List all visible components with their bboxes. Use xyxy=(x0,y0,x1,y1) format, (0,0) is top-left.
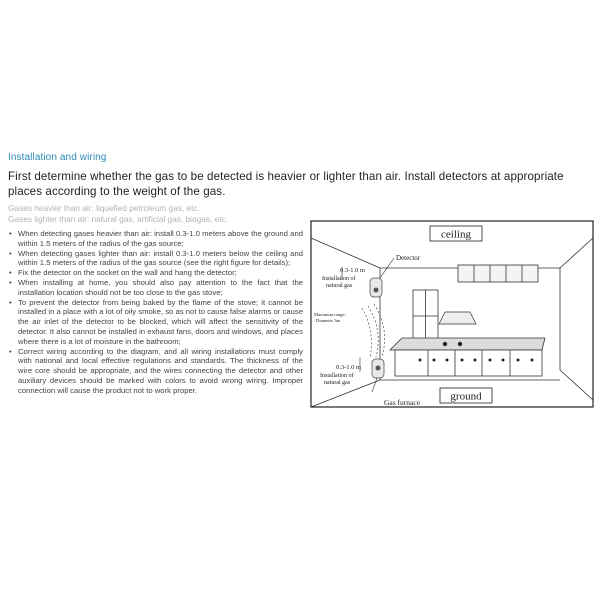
bottom-distance-label: 0.3-1.0 m xyxy=(336,364,362,371)
top-installation-label-2: natural gas xyxy=(326,283,353,289)
list-item: • Correct wiring according to the diagram, and all wiring installations must comply with national and local effective regulations and standards. The thickness of the wire core should be appropriate, and the wires connecting the detector and other auxiliary devices should be marked with colors to avoid wrong wiring. Improper connection will cause the product not to work proper. xyxy=(7,347,303,396)
kitchen-counter xyxy=(390,338,545,376)
ceiling-label: ceiling xyxy=(441,228,471,241)
instruction-list xyxy=(7,229,303,396)
range-hood xyxy=(439,312,476,324)
ground-label: ground xyxy=(450,390,482,403)
gas-types xyxy=(8,203,308,224)
max-range-label: Maximum range: xyxy=(314,312,346,317)
page-heading: First determine whether the gas to be detected is heavier or lighter than air. Install detectors at appropriate places according to the weight of the gas. xyxy=(8,170,564,198)
list-item: • Fix the detector on the socket on the wall and hang the detector; xyxy=(7,268,303,278)
top-installation-label: Installation of xyxy=(322,276,356,282)
detector-label: Detector xyxy=(396,254,421,262)
section-title: Installation and wiring xyxy=(8,152,107,163)
upper-cabinets xyxy=(458,265,538,282)
installation-diagram xyxy=(310,220,595,410)
detector-bottom xyxy=(372,359,384,378)
bottom-installation-label-2: natural gas xyxy=(324,380,351,386)
gas-heavier-note: Gases heavier than air: liquefied petroleum gas, etc. xyxy=(8,203,200,213)
detector-top xyxy=(370,278,382,297)
gas-furnace-label: Gas furnace xyxy=(384,398,421,407)
bottom-installation-label: Installation of xyxy=(320,373,354,379)
refrigerator xyxy=(413,290,438,342)
list-item: • When detecting gases heavier than air: install 0.3-1.0 meters above the ground and within 1.5 meters of the radius of the gas source; xyxy=(7,229,303,249)
gas-lighter-note: Gases lighter than air: natural gas, artificial gas, biogas, etc. xyxy=(8,213,228,224)
diameter-label: Diameter 3m xyxy=(316,318,341,323)
list-item: • When detecting gases lighter than air: install 0.3-1.0 meters below the ceiling and within 1.5 meters of the radius of the gas source (see the right figure for details); xyxy=(7,249,303,269)
top-distance-label: 0.3-1.0 m xyxy=(340,267,366,274)
list-item: • To prevent the detector from being baked by the flame of the stove; it cannot be installed in a place with a lot of oily smoke, so as not to cause false alarms or cause the air inlet of the detector to be blocked, which will affect the sensitivity of the detector. It also cannot be installed in exhaust fans, doors and windows, and places where there is a lot of moisture in the bathroom; xyxy=(7,298,303,347)
list-item: • When installing at home, you should also pay attention to the fact that the installation location should not be too close to the gas stove; xyxy=(7,278,303,298)
